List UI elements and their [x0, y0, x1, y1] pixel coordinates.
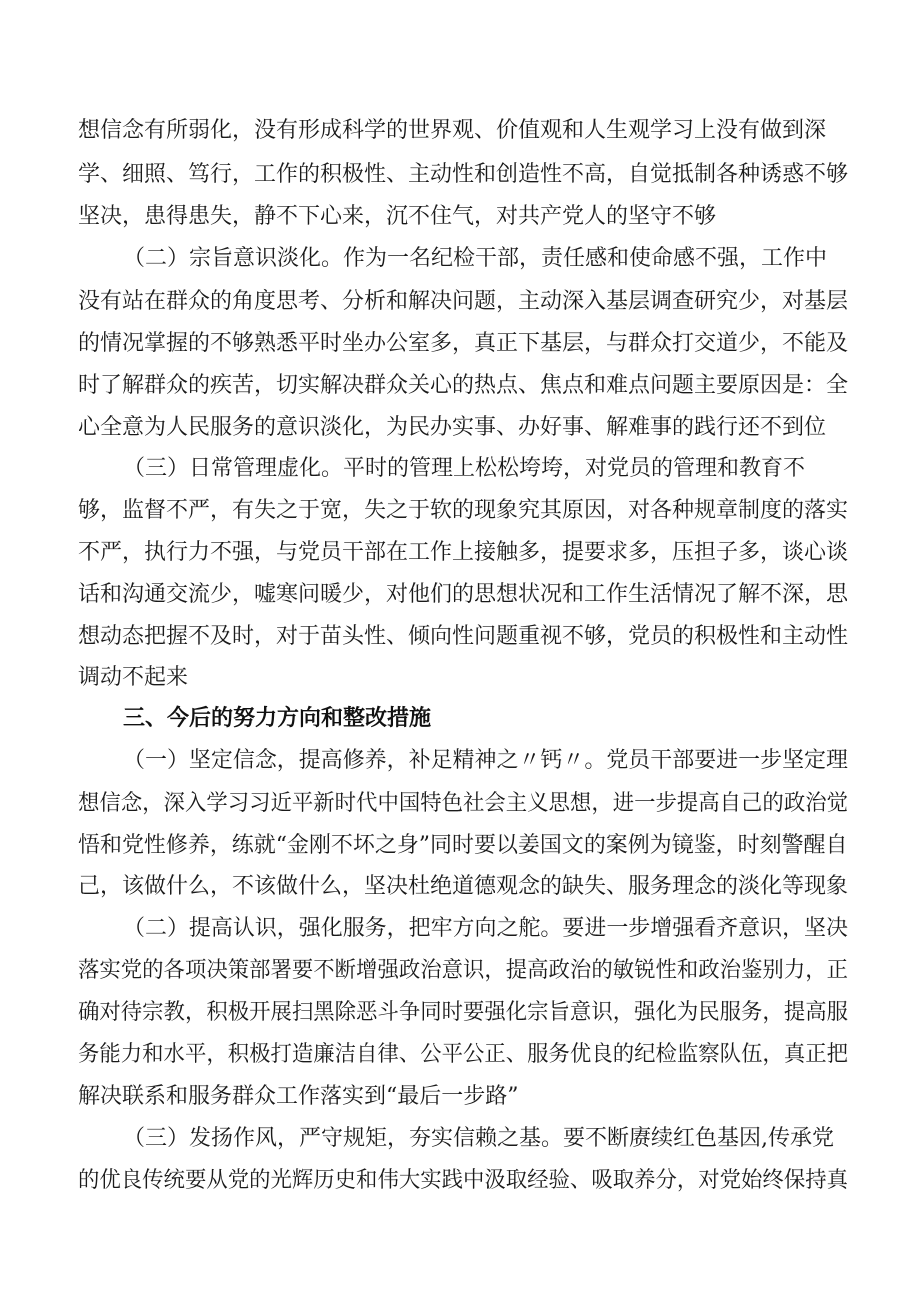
body-text-line: 落实党的各项决策部署要不断增强政治意识，提高政治的敏锐性和政治鉴别力，正 [78, 958, 848, 983]
body-text-line: 时了解群众的疾苦，切实解决群众关心的热点、焦点和难点问题主要原因是：全 [78, 373, 849, 398]
paragraph-first-line: （二）提高认识，强化服务，把牢方向之舵。要进一步增强看齐意识，坚决 [123, 916, 848, 941]
body-text-line: 悟和党性修养，练就“金刚不坏之身”同时要以姜国文的案例为镜鉴，时刻警醒自 [78, 833, 848, 858]
body-text-line: 心全意为人民服务的意识淡化，为民办实事、办好事、解难事的践行还不到位 [78, 415, 827, 440]
body-text-line: 想信念，深入学习习近平新时代中国特色社会主义思想，进一步提高自己的政治觉 [78, 791, 848, 816]
paragraph-first-line: （二）宗旨意识淡化。作为一名纪检干部，责任感和使命感不强，工作中 [123, 246, 828, 271]
body-text-line: 解决联系和服务群众工作落实到“最后一步路” [78, 1084, 519, 1109]
body-text-line: 确对待宗教，积极开展扫黑除恶斗争同时要强化宗旨意识，强化为民服务，提高服 [78, 1000, 848, 1025]
body-text-line: 务能力和水平，积极打造廉洁自律、公平公正、服务优良的纪检监察队伍，真正把 [78, 1042, 848, 1067]
body-text-line: 话和沟通交流少，嘘寒问暖少，对他们的思想状况和工作生活情况了解不深，思 [78, 582, 849, 607]
body-text-line: 的情况掌握的不够熟悉平时坐办公室多，真正下基层，与群众打交道少，不能及 [78, 331, 849, 356]
body-text-line: 调动不起来 [78, 665, 189, 690]
body-text-line: 够，监督不严，有失之于宽，失之于软的现象究其原因，对各种规章制度的落实 [78, 498, 849, 523]
body-text-line: 己，该做什么，不该做什么，坚决杜绝道德观念的缺失、服务理念的淡化等现象 [78, 874, 849, 899]
paragraph-first-line: （一）坚定信念，提高修养，补足精神之〃钙〃。党员干部要进一步坚定理 [123, 748, 848, 773]
section-heading: 三、今后的努力方向和整改措施 [123, 706, 432, 731]
body-text-line: 的优良传统要从党的光辉历史和伟大实践中汲取经验、吸取养分，对党始终保持真 [78, 1168, 848, 1193]
body-text-line: 不严，执行力不强，与党员干部在工作上接触多，提要求多，压担子多，谈心谈 [78, 540, 849, 565]
body-text-line: 学、细照、笃行，工作的积极性、主动性和创造性不高，自觉抵制各种诱惑不够 [78, 162, 849, 187]
body-text-line: 想信念有所弱化，没有形成科学的世界观、价值观和人生观学习上没有做到深 [78, 118, 827, 143]
body-text-line: 想动态把握不及时，对于苗头性、倾向性问题重视不够，党员的积极性和主动性 [78, 624, 849, 649]
paragraph-first-line: （三）发扬作风，严守规矩，夯实信赖之基。要不断赓续红色基因,传承党 [123, 1126, 834, 1151]
paragraph-first-line: （三）日常管理虚化。平时的管理上松松垮垮，对党员的管理和教育不 [123, 456, 806, 481]
body-text-line: 没有站在群众的角度思考、分析和解决问题，主动深入基层调查研究少，对基层 [78, 289, 849, 314]
body-text-line: 坚决，患得患失，静不下心来，沉不住气，对共产党人的坚守不够 [78, 204, 717, 229]
